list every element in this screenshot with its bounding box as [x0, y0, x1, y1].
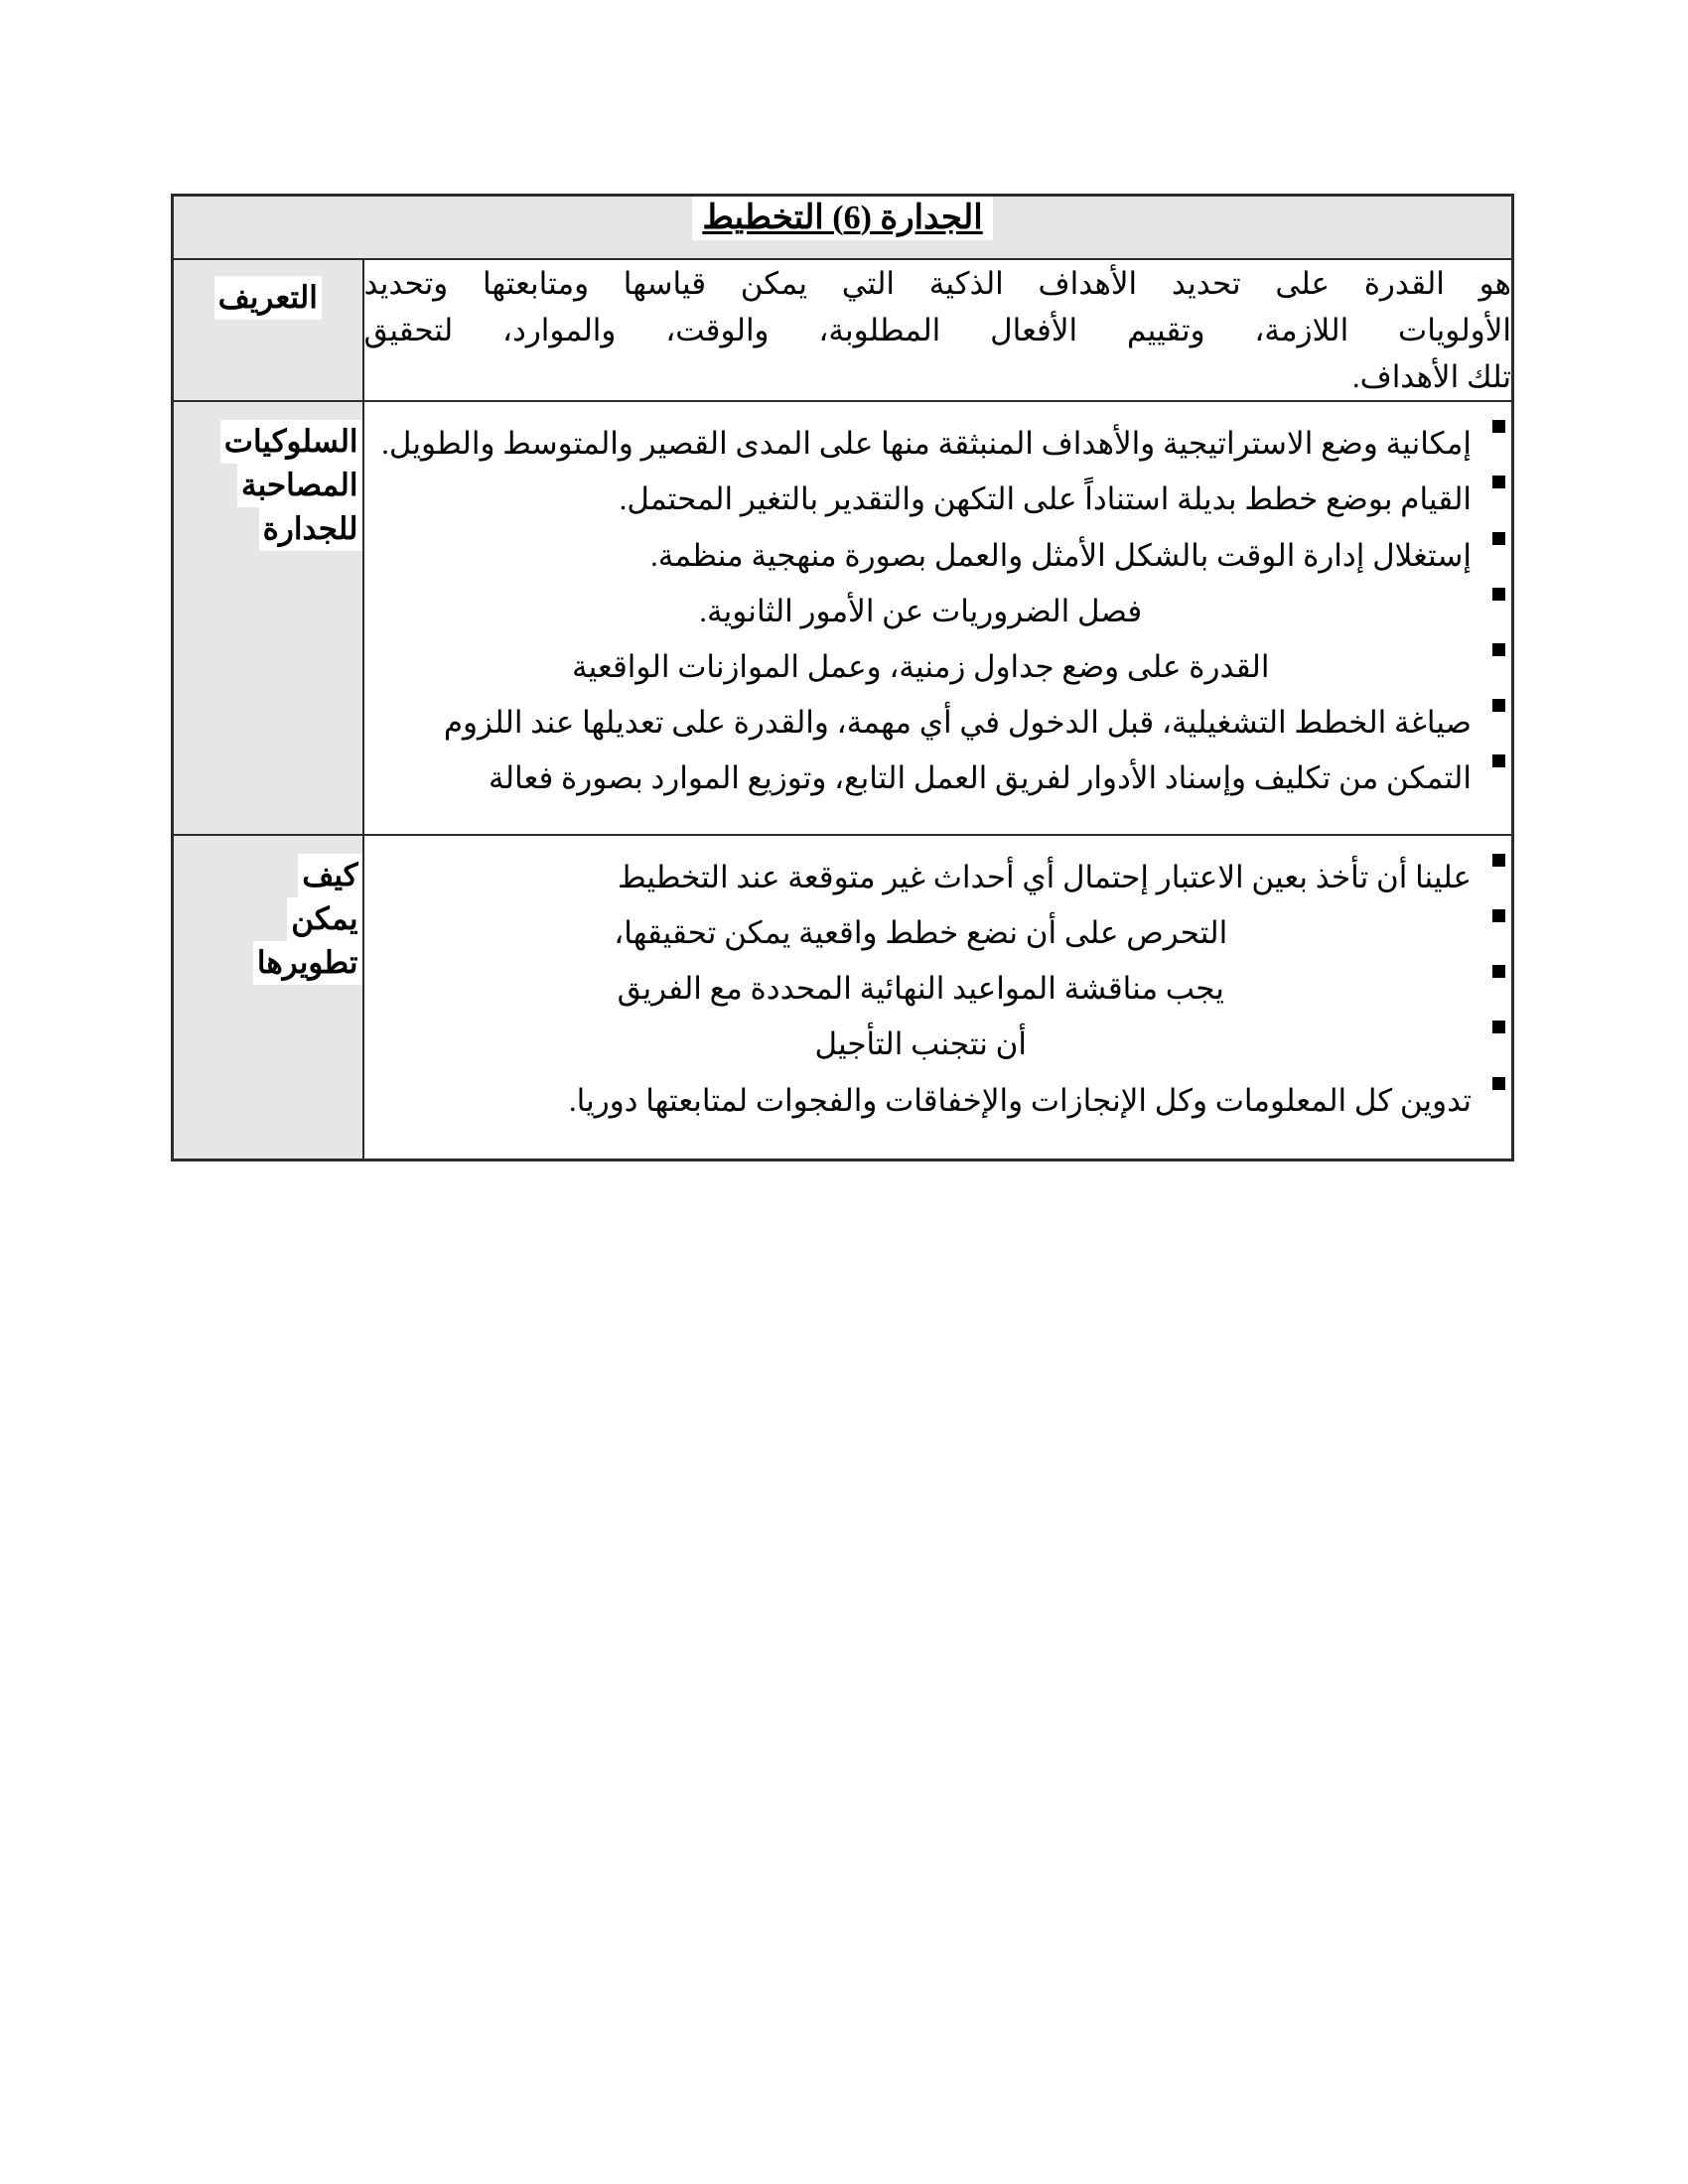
competency-title-cell — [173, 196, 1513, 260]
row-label-development-1: كيف — [298, 854, 361, 897]
definition-line: الأولويات اللازمة، وتقييم الأفعال المطلوبة، والوقت، والموارد، لتحقيق — [363, 313, 1511, 348]
behaviors-bullet-list — [364, 420, 1512, 801]
list-item — [364, 476, 1512, 522]
row-label-development-3: تطويرها — [253, 941, 362, 985]
label-line — [174, 941, 362, 985]
list-item — [364, 754, 1512, 801]
list-item — [364, 965, 1512, 1012]
label-line — [174, 420, 362, 464]
label-line — [174, 276, 362, 320]
list-item-text: التحرص على أن نضع خطط واقعية يمكن تحقيقها، — [614, 915, 1228, 951]
list-item — [364, 588, 1512, 634]
row-label-behaviors-1: السلوكيات — [220, 420, 362, 464]
development-body-cell — [363, 835, 1513, 1160]
list-item — [364, 532, 1512, 579]
square-bullet-icon — [1492, 588, 1505, 601]
list-item-text: صياغة الخطط التشغيلية، قبل الدخول في أي مهمة، والقدرة على تعديلها عند اللزوم — [443, 704, 1472, 740]
list-item — [364, 420, 1512, 467]
definition-text — [364, 260, 1512, 400]
list-item — [364, 1077, 1512, 1124]
row-label-behaviors-3: للجدارة — [259, 507, 362, 551]
square-bullet-icon — [1492, 476, 1505, 488]
square-bullet-icon — [1492, 532, 1505, 545]
definition-line: تلك الأهداف. — [1351, 359, 1511, 395]
development-bullet-list — [364, 854, 1512, 1124]
definition-body-cell — [363, 259, 1513, 401]
row-label-definition: التعريف — [214, 276, 322, 320]
table-row-definition — [173, 259, 1513, 401]
square-bullet-icon — [1492, 754, 1505, 767]
development-label-cell — [173, 835, 363, 1160]
list-item — [364, 643, 1512, 690]
list-item-text: التمكن من تكليف وإسناد الأدوار لفريق العمل التابع، وتوزيع الموارد بصورة فعالة — [488, 759, 1472, 795]
list-item — [364, 1021, 1512, 1067]
row-label-behaviors-2: المصاحبة — [237, 464, 361, 507]
definition-line: هو القدرة على تحديد الأهداف الذكية التي يمكن قياسها ومتابعتها وتحديد — [363, 266, 1511, 301]
label-line — [174, 464, 362, 507]
square-bullet-icon — [1492, 420, 1505, 433]
list-item-text: تدوين كل المعلومات وكل الإنجازات والإخفاقات والفجوات لمتابعتها دوريا. — [568, 1082, 1472, 1118]
table-row-development — [173, 835, 1513, 1160]
square-bullet-icon — [1492, 1021, 1505, 1033]
square-bullet-icon — [1492, 643, 1505, 656]
label-line — [174, 854, 362, 897]
list-item — [364, 854, 1512, 900]
square-bullet-icon — [1492, 965, 1505, 978]
list-item-text: إستغلال إدارة الوقت بالشكل الأمثل والعمل بصورة منهجية منظمة. — [649, 537, 1472, 573]
list-item-text: إمكانية وضع الاستراتيجية والأهداف المنبثقة منها على المدى القصير والمتوسط والطويل. — [381, 426, 1472, 462]
list-item — [364, 699, 1512, 746]
page-title: الجدارة (6) التخطيط — [692, 197, 992, 240]
square-bullet-icon — [1492, 1077, 1505, 1090]
square-bullet-icon — [1492, 909, 1505, 922]
table-row-behaviors — [173, 401, 1513, 835]
list-item-text: يجب مناقشة المواعيد النهائية المحددة مع الفريق — [617, 971, 1224, 1007]
definition-label-cell — [173, 259, 363, 401]
list-item-text: القدرة على وضع جداول زمنية، وعمل الموازنات الواقعية — [572, 648, 1270, 684]
list-item — [364, 909, 1512, 956]
list-item-text: فصل الضروريات عن الأمور الثانوية. — [699, 593, 1143, 628]
behaviors-label-cell — [173, 401, 363, 835]
competency-table — [171, 194, 1514, 1161]
label-line — [174, 897, 362, 941]
table-header-row — [173, 196, 1513, 260]
square-bullet-icon — [1492, 854, 1505, 867]
list-item-text: القيام بوضع خطط بديلة استناداً على التكهن والتقدير بالتغير المحتمل. — [619, 481, 1472, 517]
list-item-text: علينا أن تأخذ بعين الاعتبار إحتمال أي أحداث غير متوقعة عند التخطيط — [617, 860, 1472, 895]
square-bullet-icon — [1492, 699, 1505, 712]
behaviors-body-cell — [363, 401, 1513, 835]
list-item-text: أن نتجنب التأجيل — [814, 1026, 1028, 1062]
row-label-development-2: يمكن — [287, 897, 361, 941]
label-line — [174, 507, 362, 551]
